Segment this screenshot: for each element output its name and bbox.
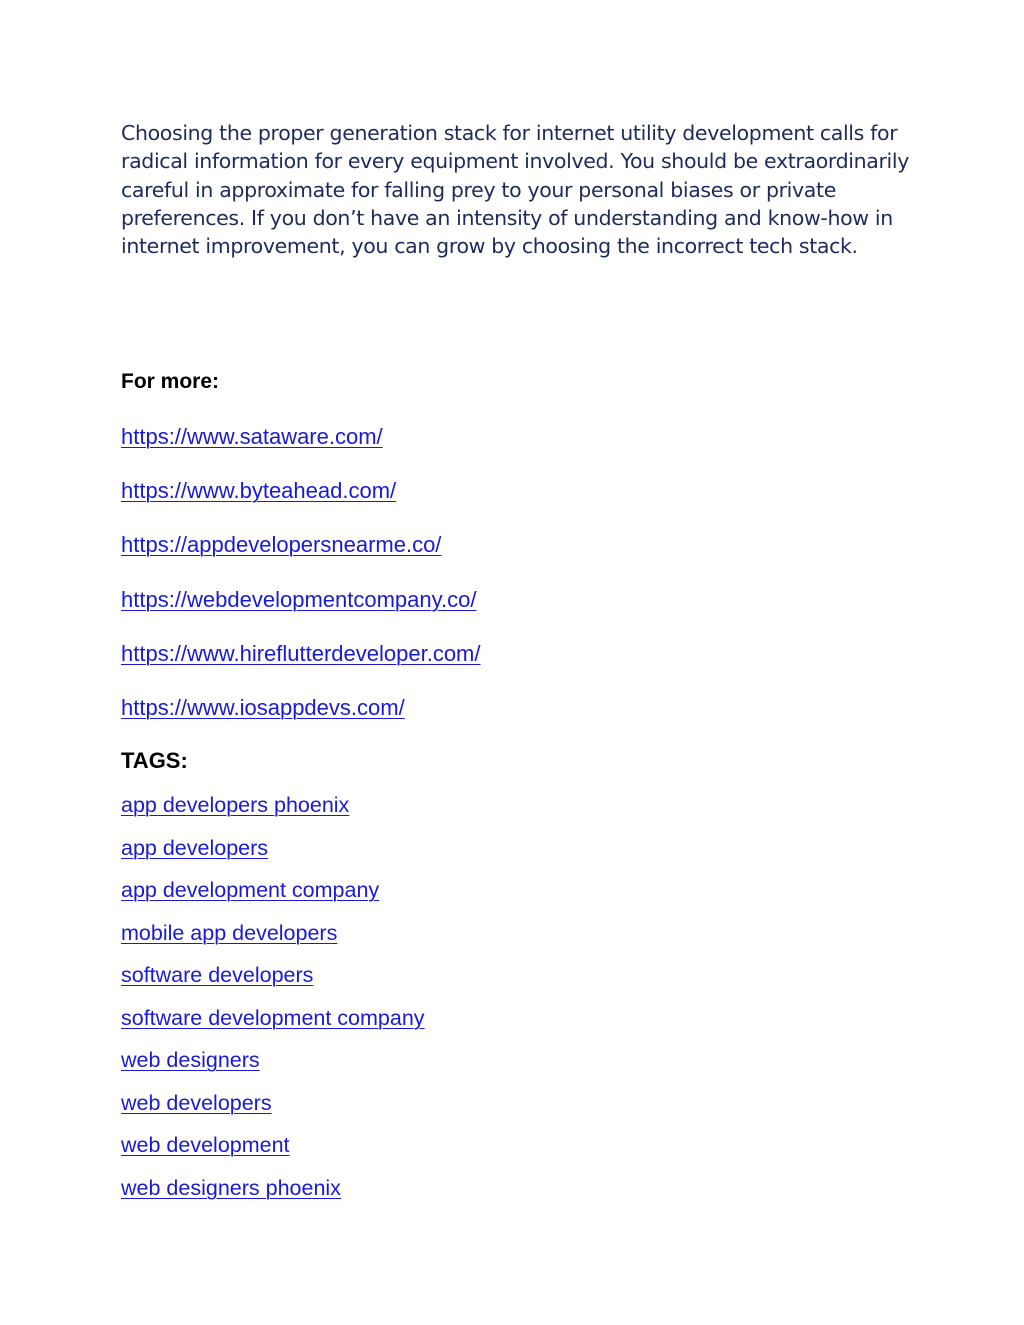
list-item bbox=[121, 588, 481, 642]
link-sataware[interactable]: https://www.sataware.com/ bbox=[121, 424, 383, 449]
link-webdevelopmentcompany[interactable]: https://webdevelopmentcompany.co/ bbox=[121, 586, 477, 612]
list-item bbox=[121, 1091, 425, 1134]
list-item bbox=[121, 793, 425, 836]
list-item bbox=[121, 963, 425, 1006]
list-item bbox=[121, 479, 481, 533]
tag-link[interactable]: app development company bbox=[121, 878, 380, 902]
list-item bbox=[121, 836, 425, 879]
list-item bbox=[121, 1006, 425, 1049]
list-item bbox=[121, 878, 425, 921]
tags-heading: TAGS: bbox=[121, 748, 188, 773]
list-item bbox=[121, 921, 425, 964]
list-item bbox=[121, 1048, 425, 1091]
link-byteahead[interactable]: https://www.byteahead.com/ bbox=[121, 478, 397, 504]
tag-link[interactable]: mobile app developers bbox=[121, 920, 338, 945]
link-appdevelopersnearme[interactable]: https://appdevelopersnearme.co/ bbox=[121, 532, 442, 558]
tag-link[interactable]: web designers phoenix bbox=[121, 1175, 341, 1200]
document-page bbox=[121, 119, 911, 1200]
list-item bbox=[121, 642, 481, 696]
tag-link[interactable]: app developers bbox=[121, 835, 269, 860]
list-item bbox=[121, 1133, 425, 1176]
intro-paragraph: Choosing the proper generation stack for internet utility development calls for radical information for every equipment involved. You should be extraordinarily careful in approximate for falling prey to your personal biases or private preferences. If you don’t have an intensity of understanding and know-how in internet improvement, you can grow by choosing the incorrect tech stack. bbox=[121, 121, 910, 259]
tag-link[interactable]: software development company bbox=[121, 1005, 425, 1030]
list-item bbox=[121, 533, 481, 587]
list-item bbox=[121, 1176, 425, 1219]
link-hireflutterdeveloper[interactable]: https://www.hireflutterdeveloper.com/ bbox=[121, 640, 481, 666]
tag-link[interactable]: software developers bbox=[121, 963, 314, 987]
tags-list bbox=[121, 793, 425, 1218]
list-item bbox=[121, 696, 481, 750]
tag-link[interactable]: app developers phoenix bbox=[121, 793, 350, 817]
tag-link[interactable]: web developers bbox=[121, 1090, 272, 1115]
link-iosappdevs[interactable]: https://www.iosappdevs.com/ bbox=[121, 694, 405, 720]
resource-links-list bbox=[121, 425, 481, 750]
tag-link[interactable]: web designers bbox=[121, 1048, 260, 1072]
list-item bbox=[121, 425, 481, 479]
tag-link[interactable]: web development bbox=[121, 1133, 290, 1157]
for-more-heading: For more: bbox=[121, 370, 220, 393]
